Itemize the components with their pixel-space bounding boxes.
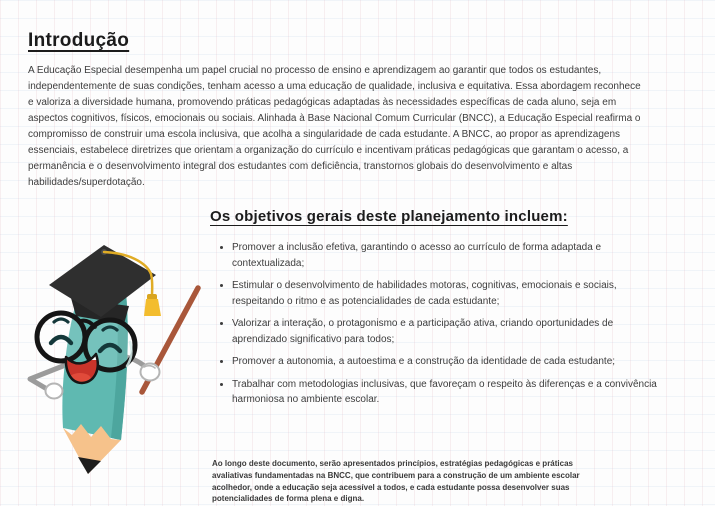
page-title: Introdução (28, 30, 130, 51)
objective-item: • Promover a inclusão efetiva, garantindo o acesso ao currículo de forma adaptada e contextualizada; (232, 240, 664, 271)
tassel-fringe (144, 299, 161, 316)
graduation-cap-board (49, 245, 156, 317)
intro-paragraph: A Educação Especial desempenha um papel crucial no processo de ensino e aprendizagem ao garantir que todos os estudantes, independentemente de suas condições, tenham acesso a uma educação de qualidade, inclusiva e equitativa. Essa abordagem reconhece e valoriza a diversidade humana, promovendo práticas pedagógicas adaptadas às necessidades específicas de cada aluno, seja em aspectos cognitivos, físicos, emocionais ou sociais. Alinhada à Base Nacional Comum Curricular (BNCC), a Educação Especial reafirma o compromisso de construir uma escola inclusiva, que acolha a singularidade de cada estudante. A BNCC, ao propor as aprendizagens essenciais, estabelece diretrizes que orientam a organização do currículo e incentivam práticas pedagógicas que garantam o acesso, a permanência e o desenvolvimento integral dos estudantes com deficiência, transtornos globais do desenvolvimento e altas habilidades/superdotação. (28, 65, 641, 188)
objective-item: • Valorizar a interação, o protagonismo e a participação ativa, criando oportunidades de aprendizado significativo para todos; (232, 316, 664, 347)
objectives-list (216, 240, 664, 415)
objective-item: • Trabalhar com metodologias inclusivas, que favoreçam o respeito às diferenças e a convivência harmoniosa no ambiente escolar. (232, 377, 664, 408)
closing-paragraph: Ao longo deste documento, serão apresentados princípios, estratégias pedagógicas e práticas avaliativas fundamentadas na BNCC, que contribuem para a construção de um ambiente escolar acolhedor, onde a educação seja acessível a todos, e cada estudante possa desenvolver suas potencialidades de forma plena e digna. (212, 459, 580, 504)
objectives-heading: Os objetivos gerais deste planejamento incluem: (210, 208, 568, 225)
objective-item: • Estimular o desenvolvimento de habilidades motoras, cognitivas, emocionais e sociais, respeitando o ritmo e as potencialidades de cada estudante; (232, 278, 664, 309)
left-hand (46, 384, 63, 399)
pencil-teacher-illustration (14, 240, 210, 504)
objective-item: • Promover a autonomia, a autoestima e a construção da identidade de cada estudante; (232, 354, 664, 370)
